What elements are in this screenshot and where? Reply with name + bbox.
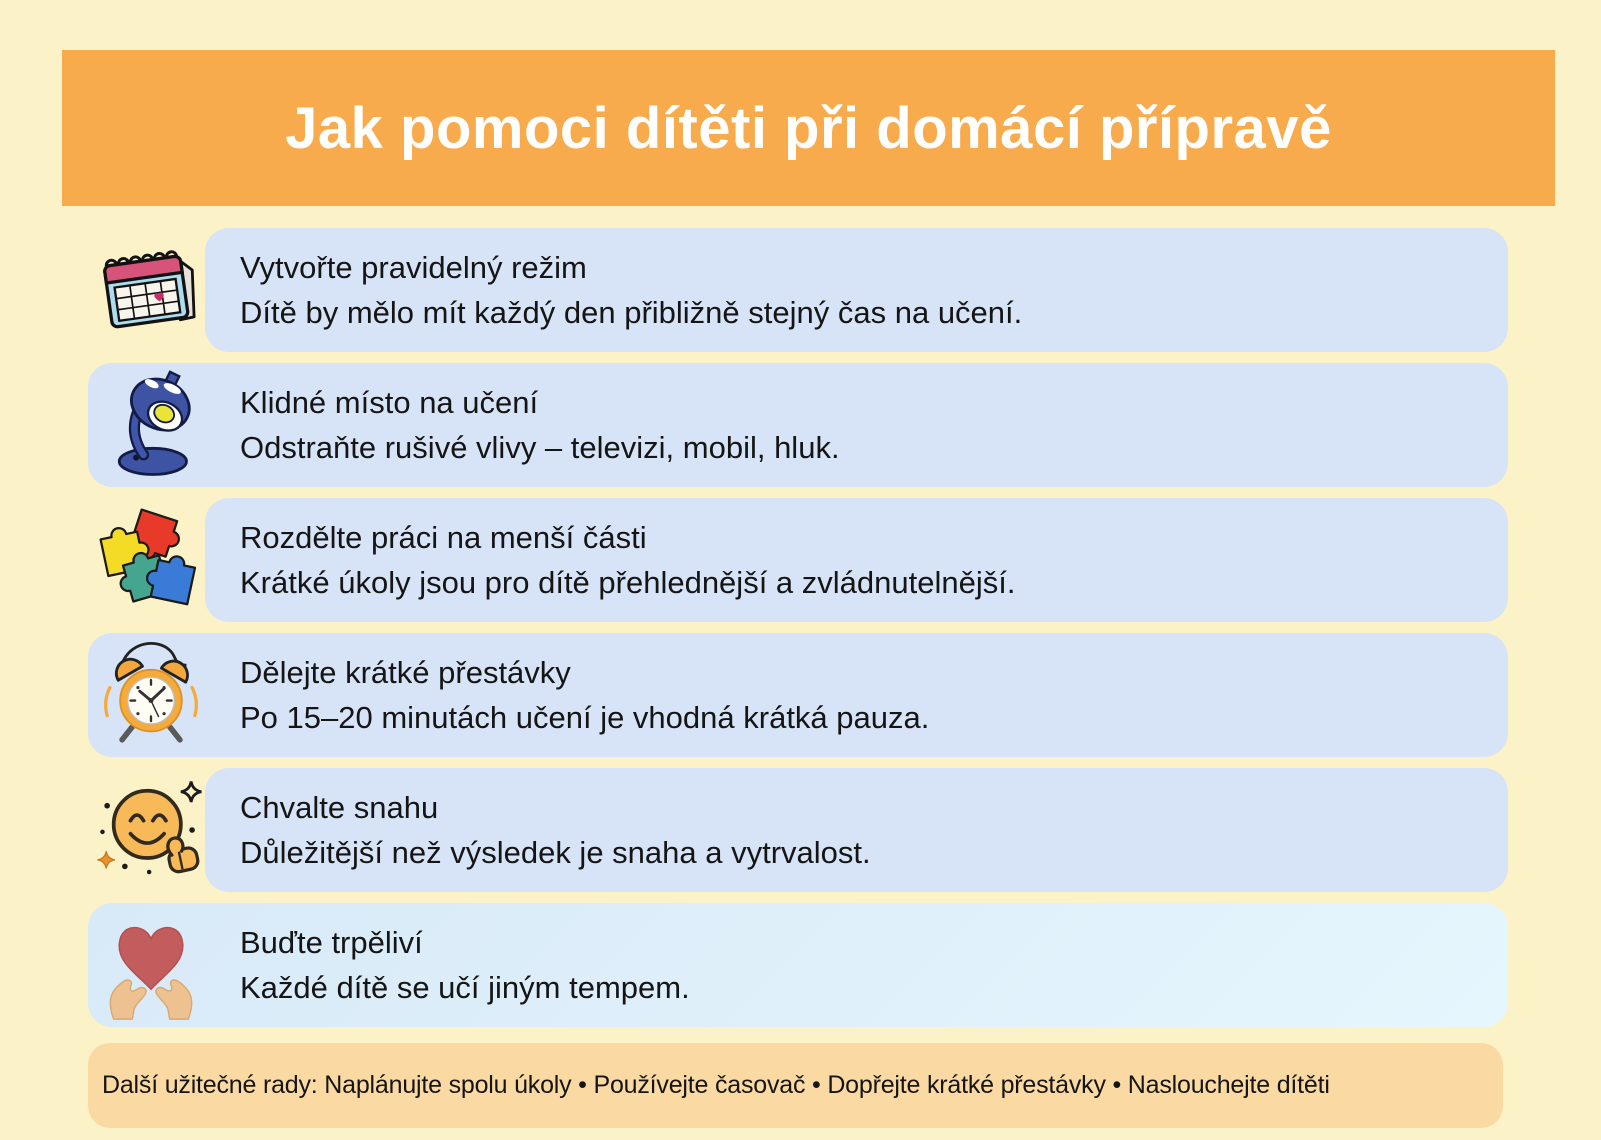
tip-text [240, 498, 1484, 622]
tip-heading: Dělejte krátké přestávky [240, 655, 571, 690]
tip-text [240, 768, 1484, 892]
tip-heading: Chvalte snahu [240, 790, 439, 825]
tip-row-short-breaks [88, 633, 1508, 757]
tip-description: Každé dítě se učí jiným tempem. [240, 970, 690, 1005]
alarm-clock-icon [94, 638, 208, 752]
tip-description: Po 15–20 minutách učení je vhodná krátká pauza. [240, 700, 930, 735]
tip-row-smaller-parts [88, 498, 1508, 622]
tip-row-be-patient [88, 903, 1508, 1027]
tip-heading: Klidné místo na učení [240, 385, 539, 420]
tip-row-praise-effort [88, 768, 1508, 892]
tip-description: Odstraňte rušivé vlivy – televizi, mobil, hluk. [240, 430, 840, 465]
tip-text [240, 903, 1484, 1027]
tip-text [240, 228, 1484, 352]
footer-tips-bar [88, 1043, 1503, 1128]
puzzle-icon [94, 503, 208, 617]
page-title: Jak pomoci dítěti při domácí přípravě [285, 95, 1332, 161]
tip-description: Důležitější než výsledek je snaha a vytrvalost. [240, 835, 871, 870]
tip-heading: Vytvořte pravidelný režim [240, 250, 587, 285]
tip-heading: Buďte trpěliví [240, 925, 423, 960]
tip-row-quiet-place [88, 363, 1508, 487]
calendar-icon [94, 233, 208, 347]
smiley-thumbs-up-icon [94, 773, 208, 887]
heart-in-hands-icon [94, 908, 208, 1022]
tip-heading: Rozdělte práci na menší části [240, 520, 647, 555]
tip-text [240, 633, 1484, 757]
tip-row-regular-routine [88, 228, 1508, 352]
tip-description: Dítě by mělo mít každý den přibližně stejný čas na učení. [240, 295, 1023, 330]
tip-text [240, 363, 1484, 487]
footer-text: Další užitečné rady: Naplánujte spolu úkoly • Používejte časovač • Dopřejte krátké přestávky • Naslouchejte dítěti [102, 1071, 1330, 1099]
title-banner [62, 50, 1555, 206]
tip-description: Krátké úkoly jsou pro dítě přehlednější a zvládnutelnější. [240, 565, 1016, 600]
desk-lamp-icon [94, 368, 208, 482]
